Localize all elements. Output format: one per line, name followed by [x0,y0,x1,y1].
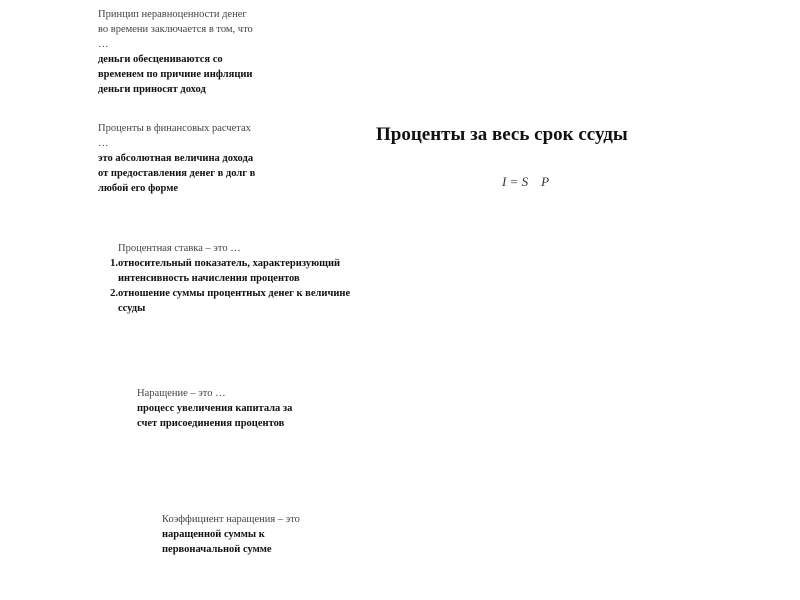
answer-line: от предоставления денег в долг в [98,168,256,179]
answer-line: деньги приносят доход [98,84,206,95]
definition-block-money-time-value [98,7,298,97]
answer-line: любой его форме [98,183,179,194]
question-line: … [98,39,109,50]
answer-line: процесс увеличения капитала за [137,403,293,414]
question-line: Проценты в финансовых расчетах [98,123,251,134]
list-text-continuation: интенсивность начисления процентов [118,273,300,284]
definition-block-accrual [137,386,337,431]
question-line: во времени заключается в том, что [98,24,253,35]
question-line: Наращение – это … [137,388,226,399]
list-item [108,286,408,301]
definition-block-interest-rate [108,241,408,316]
question-line: Процентная ставка – это … [118,243,241,254]
list-text: относительный показатель, характеризующий [118,258,341,269]
answer-line: деньги обесцениваются со [98,54,223,65]
list-number: 2. [110,288,118,299]
answer-line: первоначальной сумме [162,544,272,555]
slide-title: Проценты за весь срок ссуды [376,124,628,145]
list-item [108,256,408,271]
answer-line: наращенной суммы к [162,529,265,540]
answer-line: временем по причине инфляции [98,69,253,80]
list-number: 1. [110,258,118,269]
question-line: … [98,138,109,149]
question-line: Принцип неравноценности денег [98,9,247,20]
interest-formula: I = S P [502,174,550,189]
definition-block-interest [98,121,298,196]
definition-block-accrual-coefficient [162,512,362,557]
answer-line: это абсолютная величина дохода [98,153,254,164]
list-text: отношение суммы процентных денег к величине [118,288,351,299]
list-text-continuation: ссуды [118,303,146,314]
answer-line: счет присоединения процентов [137,418,285,429]
question-line: Коэффициент наращения – это [162,514,300,525]
